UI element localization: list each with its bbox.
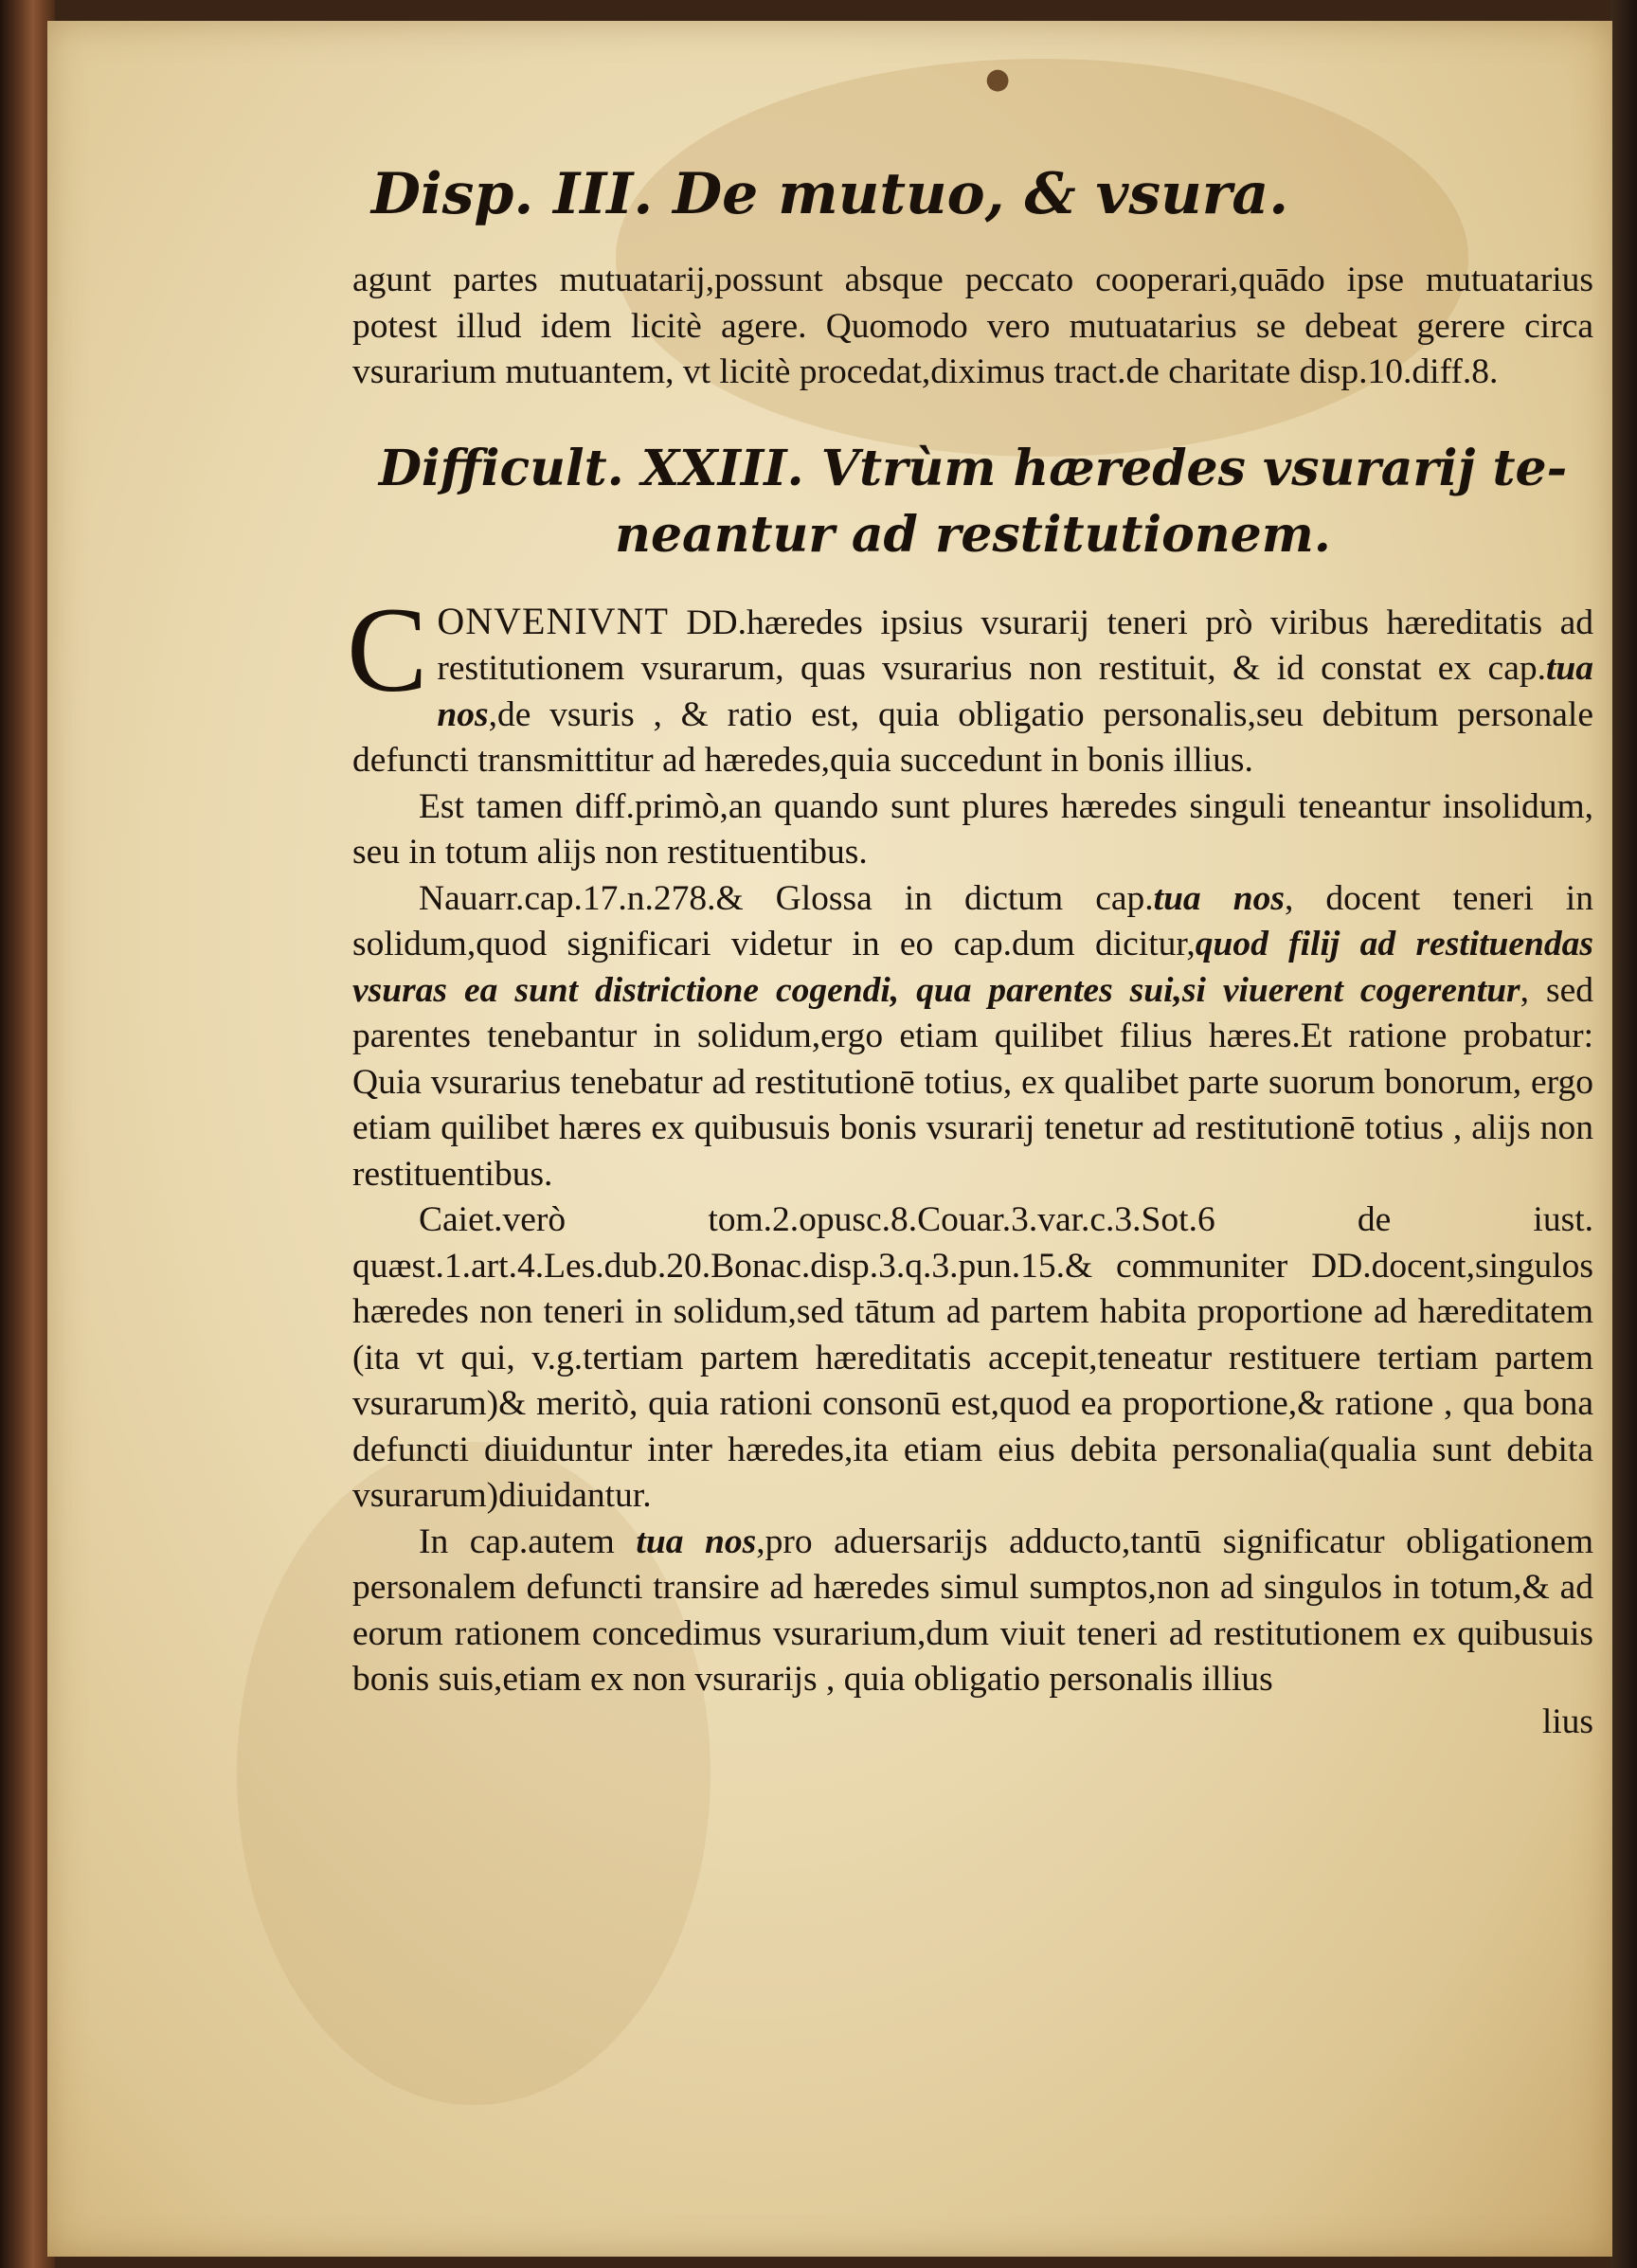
drop-cap: C [347, 582, 428, 717]
page [47, 21, 1612, 2257]
catchword: lius [1541, 1701, 1593, 1741]
heading-line: Difficult. XXIII. Vtrùm hæredes vsurarij te- [378, 439, 1568, 497]
text-run: DD.hæredes ipsius vsurarij teneri prò viribus hæreditatis ad restitutionem vsurarum, quas vsurarius non restituit, & id constat ex cap. [437, 603, 1593, 688]
italic-quotation: quod filij ad restituendas vsuras ea sunt districtione cogendi, qua parentes sui,si viuerent cogerentur [352, 925, 1593, 1010]
paragraph: Est tamen diff.primò,an quando sunt plures hæredes singuli teneantur insolidum, seu in totum alijs non restituentibus. [352, 786, 1593, 872]
heading-line: neantur ad restitutionem. [615, 505, 1331, 564]
paragraph [347, 582, 1593, 784]
page-edge [1610, 0, 1637, 2268]
text-body [347, 258, 1594, 1745]
italic-citation: tua nos [636, 1521, 757, 1561]
text-run: , docent teneri in solidum,quod significari videtur in eo cap.dum dicitur, [352, 878, 1593, 963]
paragraph [352, 876, 1593, 1198]
section-heading [352, 436, 1593, 568]
text-run: In cap.autem [419, 1521, 637, 1561]
paragraph: agunt partes mutuatarij,possunt absque peccato cooperari,quādo ipse mutuatarius potest illud idem licitè agere. Quomodo vero mutuatarius se debeat gerere circa vsurarium mutuantem, vt licitè procedat,diximus tract.de charitate disp.10.diff.8. [352, 261, 1593, 391]
text-run: Nauarr.cap.17.n.278.& Glossa in dictum cap. [419, 878, 1154, 918]
running-head: Disp. III. De mutuo, & vsura. [370, 161, 1289, 227]
text-run: ,de vsuris , & ratio est, quia obligatio personalis,seu debitum personale defuncti transmittitur ad hæredes,quia succedunt in bonis illius. [352, 694, 1593, 780]
paragraph [352, 1520, 1593, 1703]
text-run: ,pro aduersarijs adducto,tantū significatur obligationem personalem defuncti transire ad hæredes simul sumptos,non ad singulos in totum,& ad eorum rationem concedimus vsurarium,dum viuit teneri ad restitutionem ex quibusuis bonis suis,etiam ex non vsurarijs , quia obligatio personalis illius [352, 1521, 1594, 1699]
italic-citation: tua nos [1153, 878, 1285, 918]
ink-spot: ● [985, 63, 1011, 96]
small-caps-word: ONVENIVNT [437, 599, 669, 642]
italic-citation: tua nos [437, 649, 1593, 734]
paragraph: Caiet.verò tom.2.opusc.8.Couar.3.var.c.3.Sot.6 de iust. quæst.1.art.4.Les.dub.20.Bonac.disp.3.q.3.pun.15.& communiter DD.docent,singulos hæredes non teneri in solidum,sed tātum ad partem habita proportione ad hæreditatem (ita vt qui, v.g.tertiam partem hæreditatis accepit,teneatur restituere tertiam partem vsurarum)& meritò, quia rationi consonū est,quod ea proportione,& ratione , qua bona defuncti diuiduntur inter hæredes,ita etiam eius debita personalia(qualia sunt debita vsurarum)diuidantur. [352, 1200, 1593, 1515]
text-run: , sed parentes tenebantur in solidum,ergo etiam quilibet filius hæres.Et ratione probatur: Quia vsurarius tenebatur ad restitutionē totius, ex qualibet parte suorum bonorum, ergo etiam quilibet hæres ex quibusuis bonis vsurarij tenetur ad restitutionē totius , alijs non restituentibus. [352, 970, 1593, 1194]
